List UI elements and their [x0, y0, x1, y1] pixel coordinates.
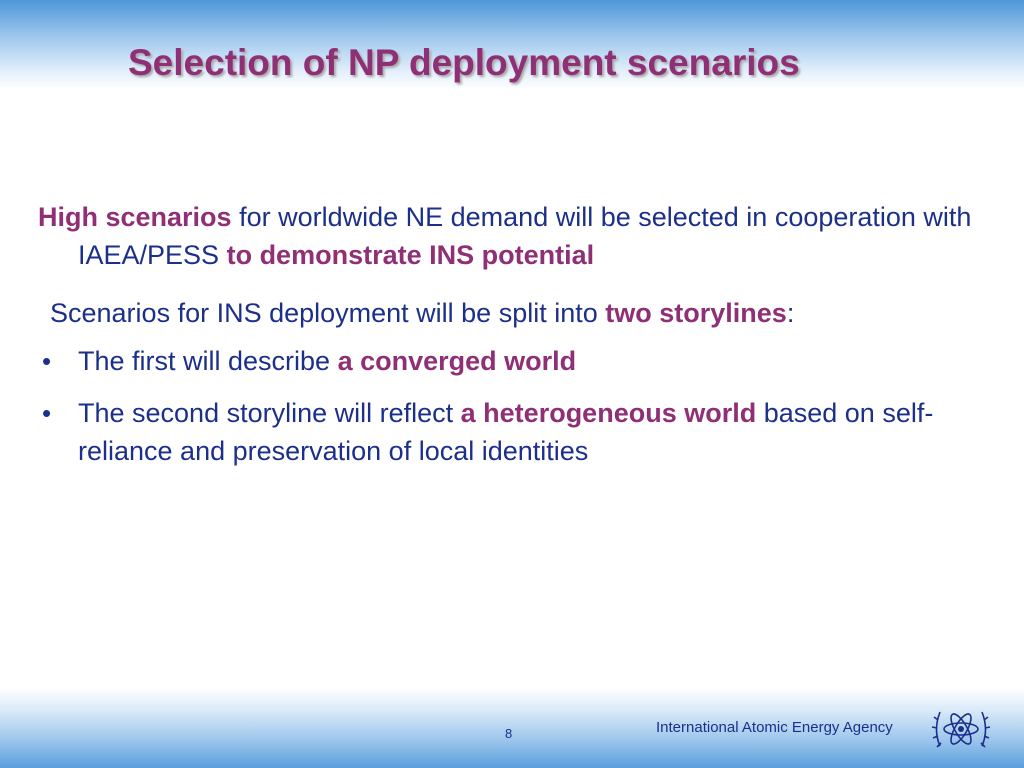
bullet-item-heterogeneous [38, 394, 998, 470]
page-number: 8 [505, 726, 513, 741]
slide-title: Selection of NP deployment scenarios [128, 42, 800, 83]
paragraph-text-colon: : [786, 298, 795, 328]
bullet-icon: • [42, 346, 52, 376]
paragraph-text: Scenarios for INS deployment will be split into [50, 298, 606, 328]
bullet-text: The first will describe [78, 346, 338, 376]
highlight-ins-potential: to demonstrate INS potential [226, 240, 595, 270]
slide-body [38, 198, 998, 484]
paragraph-storylines [38, 294, 998, 332]
highlight-two-storylines: two storylines [605, 298, 787, 328]
bullet-icon: • [42, 398, 52, 428]
paragraph-high-scenarios [38, 198, 998, 274]
highlight-converged-world: a converged world [337, 346, 577, 376]
bullet-text-tail: based on self-reliance and preservation of local identities [78, 398, 934, 466]
highlight-high-scenarios: High scenarios [38, 202, 232, 232]
iaea-logo-icon [930, 698, 992, 760]
agency-name: International Atomic Energy Agency [656, 719, 893, 736]
highlight-heterogeneous-world: a heterogeneous world [460, 398, 757, 428]
bullet-item-converged [38, 342, 998, 380]
bullet-text: The second storyline will reflect [78, 398, 461, 428]
paragraph-text: for worldwide NE demand will be selected in cooperation with IAEA/PESS [78, 202, 972, 270]
